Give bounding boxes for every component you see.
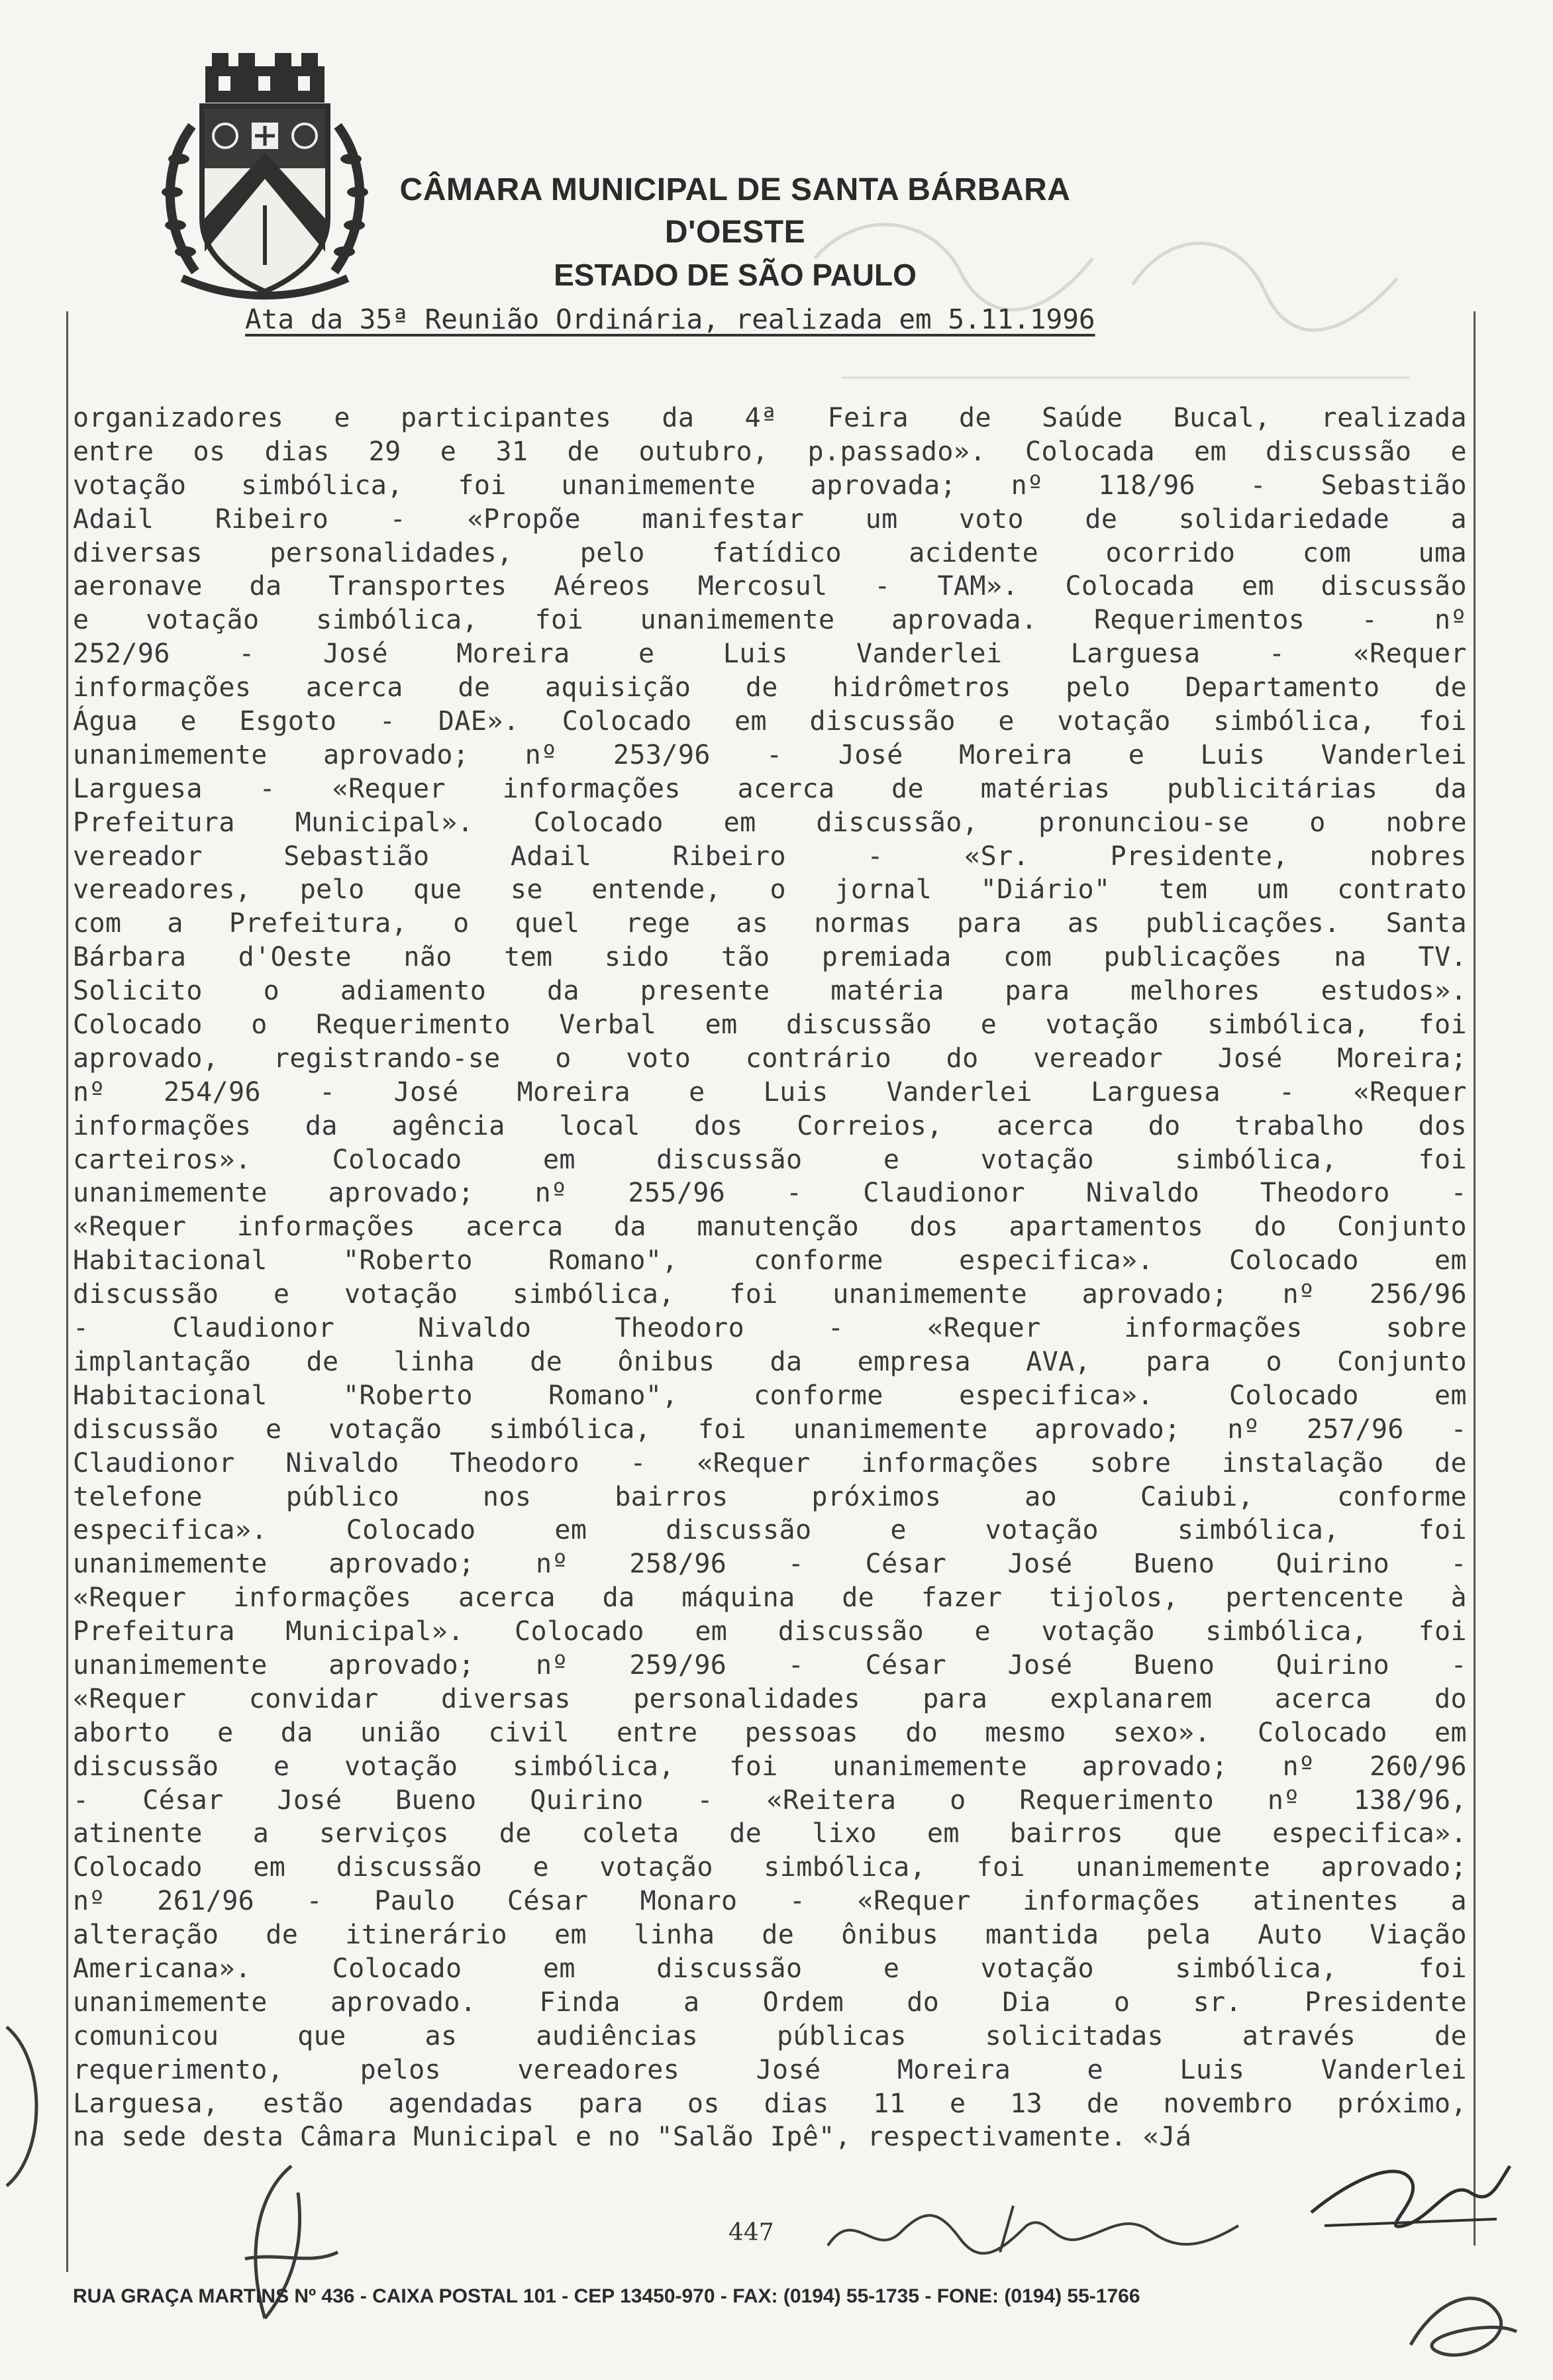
body-line: Claudionor Nivaldo Theodoro - «Requer informações sobre instalação de [73,1447,1467,1478]
body-line: discussão e votação simbólica, foi unanimemente aprovado; nº 257/96 - [73,1414,1467,1445]
body-line: - César José Bueno Quirino - «Reitera o Requerimento nº 138/96, [73,1785,1467,1816]
signature-center [815,2193,1291,2265]
body-line: com a Prefeitura, o quel rege as normas para as publicações. Santa [73,908,1467,939]
minutes-title: Ata da 35ª Reunião Ordinária, realizada em 5.11.1996 [245,303,1095,335]
body-line: aeronave da Transportes Aéreos Mercosul - TAM». Colocada em discussão [73,571,1467,602]
body-line: informações da agência local dos Correios, acerca do trabalho dos [73,1110,1467,1141]
body-line: 252/96 - José Moreira e Luis Vanderlei Larguesa - «Requer [73,639,1467,670]
body-line: Colocado o Requerimento Verbal em discussão e votação simbólica, foi [73,1009,1467,1041]
body-line: «Requer convidar diversas personalidades para explanarem acerca do [73,1683,1467,1714]
body-line: «Requer informações acerca da máquina de fazer tijolos, pertencente à [73,1582,1467,1614]
right-margin-rule [1474,311,1476,2246]
body-line: atinente a serviços de coleta de lixo em bairros que especifica». [73,1818,1467,1849]
body-line: unanimemente aprovado; nº 253/96 - José Moreira e Luis Vanderlei [73,739,1467,770]
body-line: diversas personalidades, pelo fatídico acidente ocorrido com uma [73,537,1467,568]
body-line: Prefeitura Municipal». Colocado em discussão e votação simbólica, foi [73,1616,1467,1647]
minutes-body [73,401,1467,2154]
body-line: aprovado, registrando-se o voto contrário do vereador José Moreira; [73,1043,1467,1074]
body-line: Prefeitura Municipal». Colocado em discussão, pronunciou-se o nobre [73,807,1467,838]
body-line: entre os dias 29 e 31 de outubro, p.passado». Colocada em discussão e [73,436,1467,467]
body-line: - Claudionor Nivaldo Theodoro - «Requer informações sobre [73,1313,1467,1344]
signature-left [219,2153,351,2338]
margin-mark-left [0,2020,53,2193]
municipal-coat-of-arms-icon [156,53,374,305]
body-line: Água e Esgoto - DAE». Colocado em discussão e votação simbólica, foi [73,706,1467,737]
body-line: informações acerca de aquisição de hidrômetros pelo Departamento de [73,672,1467,703]
body-line: unanimemente aprovado; nº 259/96 - César José Bueno Quirino - [73,1649,1467,1681]
body-line: nº 254/96 - José Moreira e Luis Vanderlei Larguesa - «Requer [73,1076,1467,1108]
body-line: nº 261/96 - Paulo César Monaro - «Requer informações atinentes a [73,1886,1467,1917]
body-line: votação simbólica, foi unanimemente aprovada; nº 118/96 - Sebastião [73,470,1467,501]
body-line: Habitacional "Roberto Romano", conforme especifica». Colocado em [73,1245,1467,1276]
body-line: e votação simbólica, foi unanimemente aprovada. Requerimentos - nº [73,605,1467,636]
body-line: aborto e da união civil entre pessoas do mesmo sexo». Colocado em [73,1717,1467,1748]
body-line: Bárbara d'Oeste não tem sido tão premiada com publicações na TV. [73,942,1467,973]
body-line: Colocado em discussão e votação simbólica, foi unanimemente aprovado; [73,1852,1467,1883]
body-line: Larguesa, estão agendadas para os dias 11 e 13 de novembro próximo, [73,2088,1467,2119]
state-name: ESTADO DE SÃO PAULO [554,258,917,292]
body-line: Habitacional "Roberto Romano", conforme especifica». Colocado em [73,1380,1467,1411]
body-line: alteração de itinerário em linha de ônibus mantida pela Auto Viação [73,1920,1467,1951]
body-line: Solicito o adiamento da presente matéria para melhores estudos». [73,976,1467,1007]
body-line: requerimento, pelos vereadores José Moreira e Luis Vanderlei [73,2054,1467,2085]
body-line: discussão e votação simbólica, foi unanimemente aprovado; nº 260/96 [73,1751,1467,1782]
body-line: telefone público nos bairros próximos ao Caiubi, conforme [73,1481,1467,1512]
body-line: vereador Sebastião Adail Ribeiro - «Sr. Presidente, nobres [73,841,1467,872]
body-line: Americana». Colocado em discussão e votação simbólica, foi [73,1953,1467,1984]
page-number: 447 [728,2219,774,2246]
body-line: unanimemente aprovado; nº 258/96 - César José Bueno Quirino - [73,1549,1467,1580]
left-margin-rule [66,311,68,2272]
body-line: Larguesa - «Requer informações acerca de matérias publicitárias da [73,773,1467,804]
body-line: na sede desta Câmara Municipal e no "Salão Ipê", respectivamente. «Já [73,2122,1192,2153]
footer-address: RUA GRAÇA MARTINS Nº 436 - CAIXA POSTAL 101 - CEP 13450-970 - FAX: (0194) 55-1735 - FONE: (0194) 55-1766 [73,2285,1140,2307]
signature-right [1298,2153,1517,2246]
body-line: carteiros». Colocado em discussão e votação simbólica, foi [73,1144,1467,1175]
body-line: comunicou que as audiências públicas solicitadas através de [73,2020,1467,2051]
body-line: Adail Ribeiro - «Propõe manifestar um voto de solidariedade a [73,503,1467,535]
body-line: unanimemente aprovado; nº 255/96 - Claudionor Nivaldo Theodoro - [73,1178,1467,1209]
body-line: vereadores, pelo que se entende, o jornal "Diário" tem um contrato [73,874,1467,905]
body-line: implantação de linha de ônibus da empresa AVA, para o Conjunto [73,1346,1467,1377]
body-line: organizadores e participantes da 4ª Feira de Saúde Bucal, realizada [73,403,1467,433]
body-line: unanimemente aprovado. Finda a Ordem do Dia o sr. Presidente [73,1987,1467,2018]
letterhead [371,169,1099,296]
body-line: «Requer informações acerca da manutenção dos apartamentos do Conjunto [73,1212,1467,1243]
body-line: especifica». Colocado em discussão e votação simbólica, foi [73,1515,1467,1546]
institution-name: CÂMARA MUNICIPAL DE SANTA BÁRBARA D'OESTE [399,172,1071,250]
body-line: discussão e votação simbólica, foi unanimemente aprovado; nº 256/96 [73,1279,1467,1310]
